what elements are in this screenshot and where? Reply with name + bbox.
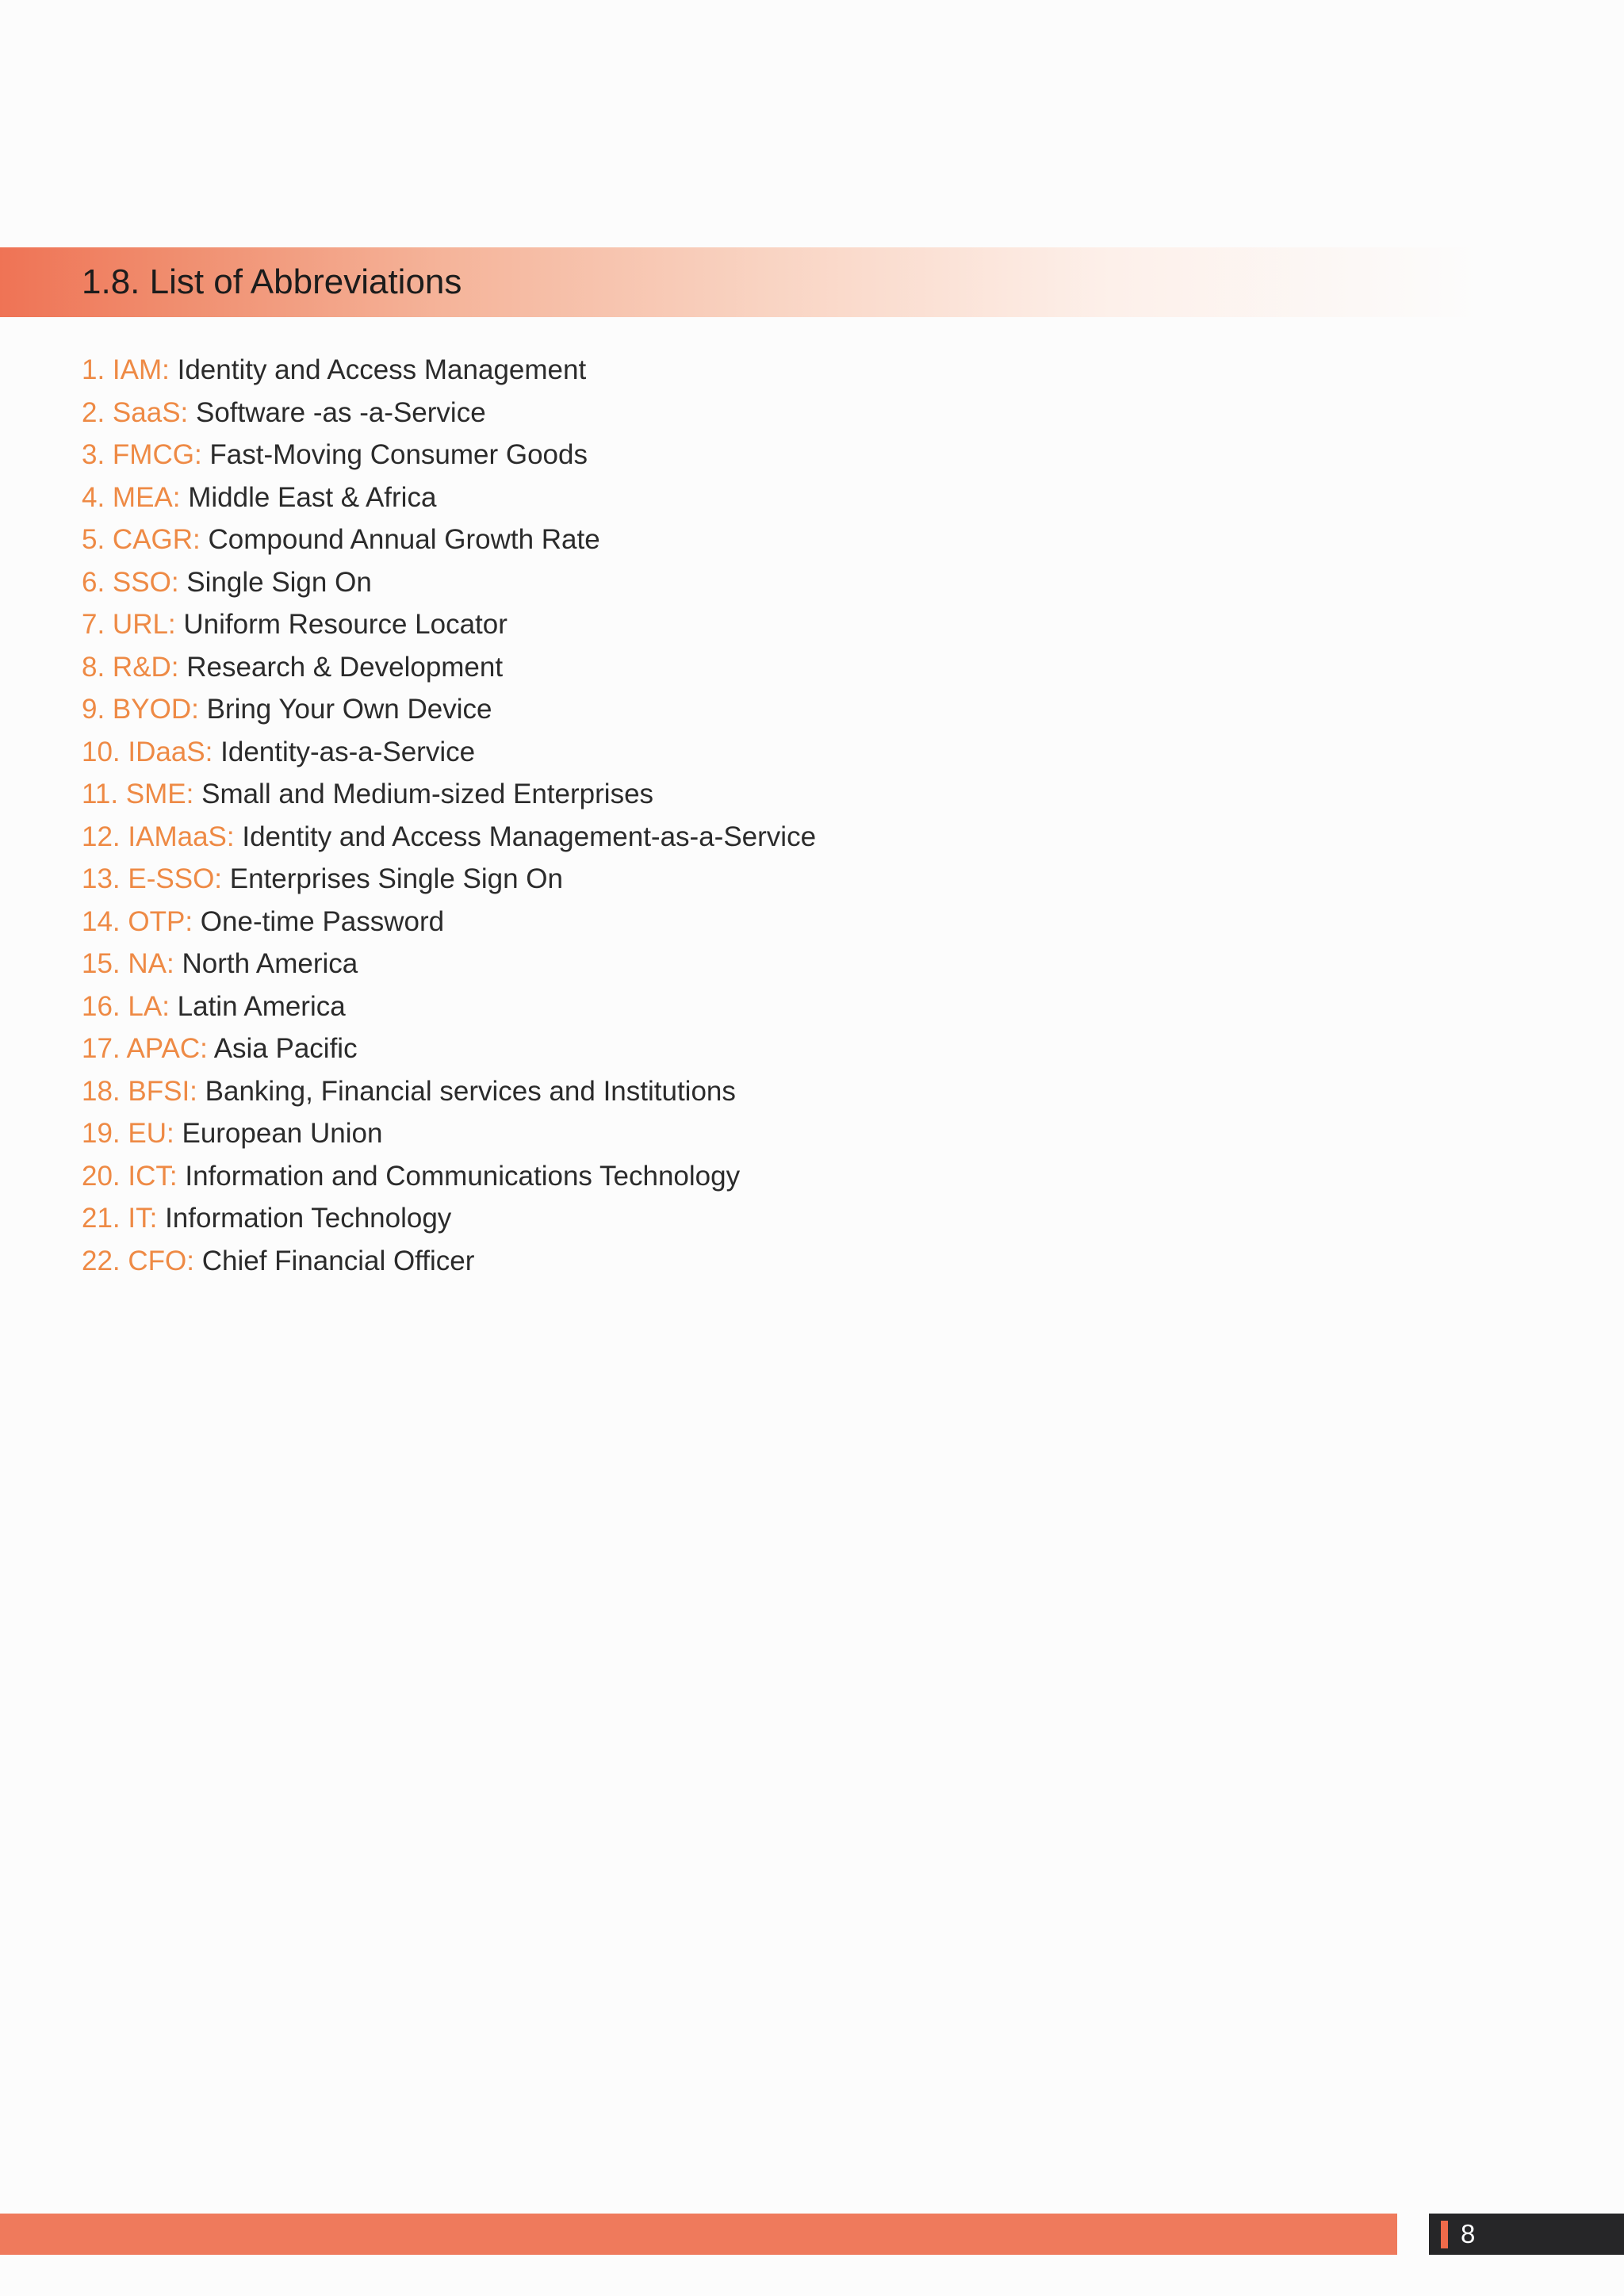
abbreviation-item: [82, 1240, 816, 1283]
abbreviation-item: [82, 476, 816, 519]
abbreviation-key: 16. LA:: [82, 990, 170, 1022]
abbreviation-definition: One-time Password: [200, 905, 445, 937]
abbreviation-item: [82, 858, 816, 901]
abbreviation-key: 4. MEA:: [82, 481, 181, 513]
abbreviation-item: [82, 603, 816, 646]
abbreviation-key: 10. IDaaS:: [82, 736, 213, 767]
abbreviation-key: 9. BYOD:: [82, 694, 199, 725]
page-number-accent: [1441, 2221, 1448, 2248]
abbreviation-definition: Chief Financial Officer: [201, 1245, 475, 1276]
abbreviation-key: 15. NA:: [82, 948, 174, 979]
abbreviation-definition: Research & Development: [186, 651, 504, 683]
abbreviation-item: [82, 731, 816, 774]
abbreviation-item: [82, 349, 816, 392]
abbreviation-definition: Information and Communications Technology: [185, 1160, 741, 1192]
abbreviation-item: [82, 561, 816, 604]
abbreviation-definition: Asia Pacific: [213, 1033, 358, 1064]
abbreviation-item: [82, 1070, 816, 1113]
abbreviation-list: [82, 349, 816, 1282]
abbreviation-definition: Fast-Moving Consumer Goods: [209, 439, 588, 470]
section-title: 1.8. List of Abbreviations: [82, 262, 462, 301]
abbreviation-item: [82, 816, 816, 859]
abbreviation-definition: North America: [182, 948, 358, 979]
page-number-box: [1429, 2214, 1624, 2255]
abbreviation-key: 19. EU:: [82, 1118, 174, 1149]
abbreviation-definition: Identity and Access Management: [177, 354, 587, 385]
abbreviation-item: [82, 519, 816, 561]
abbreviation-item: [82, 1155, 816, 1198]
abbreviation-key: 20. ICT:: [82, 1160, 178, 1192]
abbreviation-key: 3. FMCG:: [82, 439, 202, 470]
abbreviation-key: 14. OTP:: [82, 905, 193, 937]
abbreviation-item: [82, 688, 816, 731]
abbreviation-definition: Small and Medium-sized Enterprises: [201, 779, 654, 809]
abbreviation-item: [82, 1027, 816, 1070]
abbreviation-key: 21. IT:: [82, 1203, 158, 1234]
abbreviation-key: 11. SME:: [82, 779, 194, 809]
abbreviation-item: [82, 943, 816, 985]
abbreviation-key: 18. BFSI:: [82, 1075, 197, 1107]
abbreviation-item: [82, 985, 816, 1028]
abbreviation-item: [82, 1112, 816, 1155]
abbreviation-item: [82, 434, 816, 476]
abbreviation-key: 1. IAM:: [82, 354, 170, 385]
abbreviation-item: [82, 901, 816, 943]
abbreviation-definition: Banking, Financial services and Institutions: [205, 1075, 736, 1107]
abbreviation-definition: Single Sign On: [186, 566, 372, 598]
abbreviation-definition: Bring Your Own Device: [206, 694, 492, 725]
abbreviation-definition: Middle East & Africa: [188, 481, 437, 513]
abbreviation-key: 2. SaaS:: [82, 396, 189, 428]
abbreviation-definition: Software -as -a-Service: [196, 396, 486, 428]
abbreviation-definition: Compound Annual Growth Rate: [208, 524, 600, 555]
abbreviation-key: 6. SSO:: [82, 566, 179, 598]
abbreviation-item: [82, 392, 816, 434]
abbreviation-key: 7. URL:: [82, 609, 176, 640]
abbreviation-item: [82, 773, 816, 816]
abbreviation-definition: European Union: [182, 1118, 383, 1149]
abbreviation-definition: Enterprises Single Sign On: [229, 863, 563, 894]
abbreviation-definition: Identity-as-a-Service: [220, 736, 476, 767]
abbreviation-definition: Latin America: [177, 990, 346, 1022]
abbreviation-key: 22. CFO:: [82, 1245, 194, 1276]
abbreviation-key: 8. R&D:: [82, 651, 179, 683]
page-number: 8: [1461, 2219, 1476, 2248]
abbreviation-key: 13. E-SSO:: [82, 863, 223, 894]
abbreviation-definition: Identity and Access Management-as-a-Service: [242, 821, 817, 852]
abbreviation-key: 12. IAMaaS:: [82, 821, 235, 852]
abbreviation-item: [82, 1197, 816, 1240]
abbreviation-item: [82, 646, 816, 689]
abbreviation-definition: Uniform Resource Locator: [183, 609, 508, 640]
abbreviation-key: 5. CAGR:: [82, 524, 201, 555]
abbreviation-key: 17. APAC:: [82, 1033, 208, 1064]
abbreviation-definition: Information Technology: [165, 1203, 452, 1234]
footer-bar: [0, 2214, 1397, 2255]
